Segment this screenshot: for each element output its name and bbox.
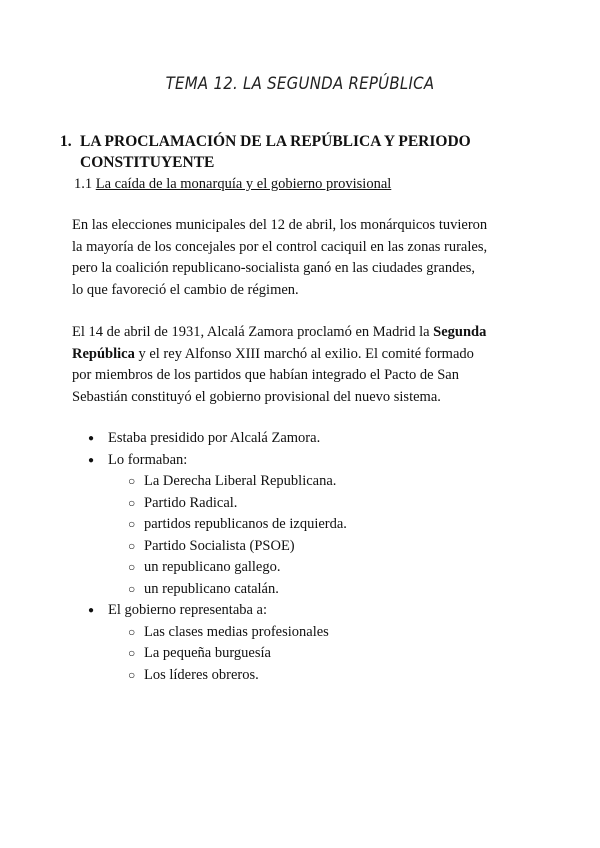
- government-list: [88, 428, 347, 686]
- bold-term: Segunda: [433, 324, 487, 340]
- sub-list-item: [128, 643, 347, 665]
- paragraph-line: la mayoría de los concejales por el control caciquil en las zonas rurales,: [72, 238, 488, 255]
- sub-list-item-text: partidos republicanos de izquierda.: [144, 516, 347, 532]
- section-number: 1.: [60, 133, 72, 150]
- circle-bullet-icon: ○: [128, 517, 136, 531]
- sub-list-item: [128, 579, 347, 601]
- sub-list-item: [128, 493, 347, 515]
- sub-list-item: [128, 471, 347, 493]
- paragraph-line: pero la coalición republicano-socialista ganó en las ciudades grandes,: [72, 260, 476, 276]
- sub-list-item-text: Los líderes obreros.: [144, 666, 259, 683]
- paragraph-text: y el rey Alfonso XIII marchó al exilio. El comité formado: [134, 345, 474, 362]
- document-title: TEMA 12. LA SEGUNDA REPÚBLICA: [165, 74, 435, 94]
- list-item: [88, 450, 347, 601]
- sub-list-item: [128, 557, 347, 579]
- circle-bullet-icon: ○: [128, 474, 136, 488]
- list-item-text: Lo formaban:: [108, 451, 188, 468]
- paragraph-line: por miembros de los partidos que habían integrado el Pacto de San: [72, 367, 459, 383]
- subsection-number: 1.1: [74, 176, 93, 192]
- circle-bullet-icon: ○: [128, 581, 136, 596]
- list-item: [88, 600, 347, 686]
- sub-list-item: [128, 514, 347, 536]
- sub-list-members: [88, 471, 347, 600]
- sub-list-item: [128, 622, 347, 644]
- list-item-text: El gobierno representaba a:: [108, 602, 268, 618]
- paragraph-line: [72, 322, 542, 344]
- section-heading-line1: LA PROCLAMACIÓN DE LA REPÚBLICA Y PERIODO: [80, 133, 471, 150]
- subsection-heading: [74, 174, 391, 194]
- bullet-icon: ●: [88, 433, 95, 444]
- list-item: [88, 428, 347, 450]
- paragraph-proclamation: [72, 322, 542, 408]
- sub-list-represented: [88, 622, 347, 687]
- circle-bullet-icon: ○: [128, 560, 136, 574]
- paragraph-line: lo que favoreció el cambio de régimen.: [72, 281, 299, 298]
- sub-list-item-text: La Derecha Liberal Republicana.: [144, 473, 337, 489]
- section-heading-line2: CONSTITUYENTE: [80, 154, 215, 171]
- paragraph-line: En las elecciones municipales del 12 de abril, los monárquicos tuvieron: [72, 217, 488, 233]
- section-heading: [60, 131, 540, 173]
- paragraph-text: El 14 de abril de 1931, Alcalá Zamora proclamó en Madrid la: [72, 324, 434, 340]
- paragraph-line: [72, 344, 542, 366]
- sub-list-item-text: La pequeña burguesía: [144, 645, 271, 661]
- bullet-icon: ●: [88, 454, 95, 466]
- circle-bullet-icon: ○: [128, 538, 136, 553]
- paragraph-elections: [72, 215, 542, 301]
- bullet-icon: ●: [88, 605, 95, 616]
- sub-list-item-text: Las clases medias profesionales: [144, 623, 329, 640]
- sub-list-item: [128, 665, 347, 687]
- circle-bullet-icon: ○: [128, 495, 136, 510]
- bold-term: República: [72, 345, 135, 362]
- sub-list-item: [128, 536, 347, 558]
- circle-bullet-icon: ○: [128, 667, 136, 682]
- paragraph-line: Sebastián constituyó el gobierno provisional del nuevo sistema.: [72, 388, 441, 405]
- sub-list-item-text: un republicano gallego.: [144, 559, 281, 575]
- sub-list-item-text: un republicano catalán.: [144, 580, 279, 597]
- circle-bullet-icon: ○: [128, 624, 136, 639]
- list-item-text: Estaba presidido por Alcalá Zamora.: [108, 430, 321, 446]
- sub-list-item-text: Partido Radical.: [144, 494, 238, 511]
- sub-list-item-text: Partido Socialista (PSOE): [144, 537, 295, 554]
- subsection-label: La caída de la monarquía y el gobierno provisional: [95, 176, 392, 192]
- circle-bullet-icon: ○: [128, 646, 136, 660]
